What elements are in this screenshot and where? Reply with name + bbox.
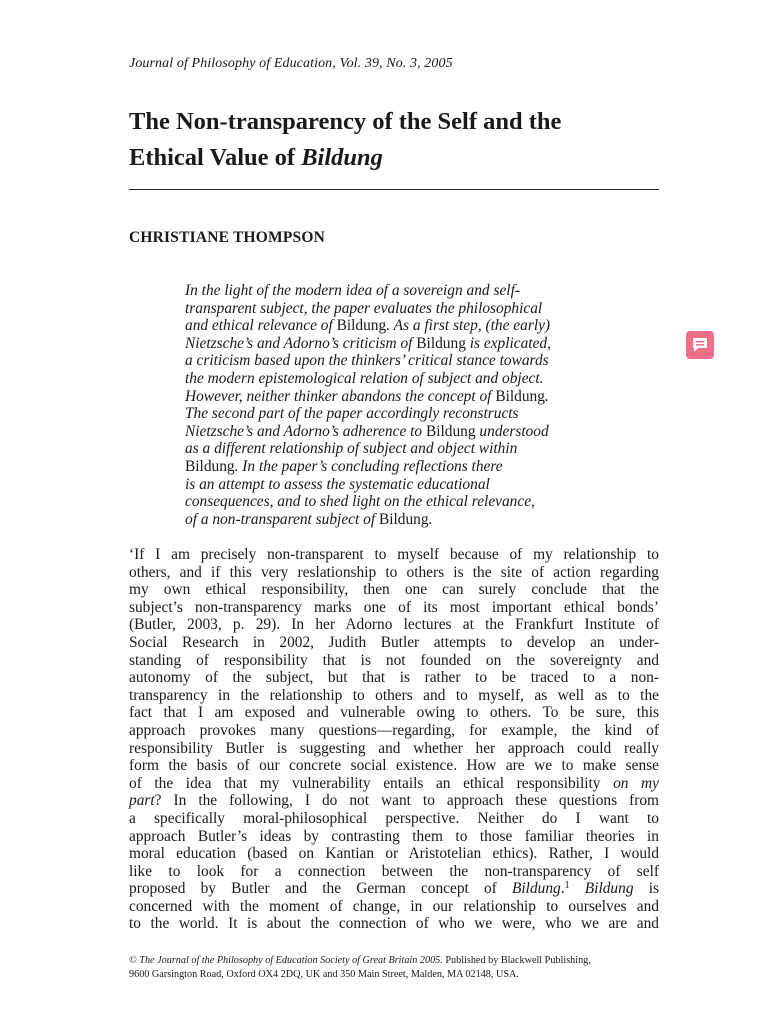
body-line: others, and if this very reslationship to others is the site of action regarding bbox=[129, 563, 659, 581]
author-name: CHRISTIANE THOMPSON bbox=[129, 229, 326, 246]
abstract-line: Nietzsche’s and Adorno’s adherence to Bildung understood bbox=[185, 422, 549, 440]
body-line: (Butler, 2003, p. 29). In her Adorno lectures at the Frankfurt Institute of bbox=[129, 616, 659, 634]
abstract-line: is an attempt to assess the systematic educational bbox=[185, 475, 490, 493]
title-line-2: Ethical Value of Bildung bbox=[129, 144, 383, 171]
abstract-line: In the light of the modern idea of a sovereign and self- bbox=[185, 282, 520, 299]
abstract-line: the modern epistemological relation of subject and object. bbox=[185, 369, 544, 387]
body-line: fact that I am exposed and vulnerable owing to others. To be sure, this bbox=[129, 704, 659, 722]
body-line: to the world. It is about the connection of who we were, who we are and bbox=[129, 915, 659, 933]
journal-citation: Journal of Philosophy of Education, Vol. 39, No. 3, 2005 bbox=[129, 56, 453, 71]
abstract bbox=[185, 282, 640, 528]
footer-line-1: © The Journal of the Philosophy of Education Society of Great Britain 2005. Published by Blackwell Publishing, bbox=[129, 955, 591, 966]
abstract-line: consequences, and to shed light on the ethical relevance, bbox=[185, 493, 535, 511]
body-line: proposed by Butler and the German concept of Bildung.$^1$ Bildung is bbox=[129, 880, 659, 898]
body-line: concerned with the moment of change, in our relationship to ourselves and bbox=[129, 897, 659, 915]
abstract-line: transparent subject, the paper evaluates the philosophical bbox=[185, 299, 543, 317]
body-line: form the basis of our concrete social existence. How are we to make sense bbox=[129, 757, 659, 775]
title-line-1: The Non-transparency of the Self and the bbox=[129, 108, 562, 135]
abstract-line: However, neither thinker abandons the concept of Bildung. bbox=[185, 387, 549, 405]
body-line: my own ethical responsibility, then one can surely conclude that the bbox=[129, 581, 659, 599]
body-line: a specifically moral-philosophical perspective. Neither do I want to bbox=[129, 809, 659, 827]
comment-icon bbox=[691, 336, 709, 354]
abstract-line: as a different relationship of subject and object within bbox=[185, 440, 518, 458]
body-line: approach provokes many questions—regarding, for example, the kind of bbox=[129, 721, 659, 739]
abstract-line: The second part of the paper accordingly reconstructs bbox=[185, 405, 519, 423]
abstract-line: and ethical relevance of Bildung. As a first step, (the early) bbox=[185, 317, 551, 335]
body-line: responsibility Butler is suggesting and whether her approach could really bbox=[129, 739, 659, 757]
body-line: autonomy of the subject, but that is rather to be traced to a non- bbox=[129, 669, 659, 687]
body-line: like to look for a connection between the non-transparency of self bbox=[129, 862, 659, 880]
body-line: moral education (based on Kantian or Aristotelian ethics). Rather, I would bbox=[129, 845, 659, 863]
title-divider bbox=[129, 189, 659, 190]
body-line: of the idea that my vulnerability entails an ethical responsibility on my bbox=[129, 774, 659, 792]
body-line: standing of responsibility that is not founded on the sovereignty and bbox=[129, 651, 659, 669]
body-line: ‘If I am precisely non-transparent to myself because of my relationship to bbox=[129, 546, 659, 563]
body-paragraph bbox=[129, 546, 659, 933]
footer-line-2: 9600 Garsington Road, Oxford OX4 2DQ, UK and 350 Main Street, Malden, MA 02148, USA. bbox=[129, 969, 519, 980]
abstract-line: a criticism based upon the thinkers’ critical stance towards bbox=[185, 352, 549, 370]
abstract-line: of a non-transparent subject of Bildung. bbox=[185, 510, 433, 528]
abstract-line: Bildung. In the paper’s concluding reflections there bbox=[185, 457, 503, 475]
body-line: Social Research in 2002, Judith Butler attempts to develop an under- bbox=[129, 633, 659, 651]
article-title bbox=[129, 104, 669, 176]
abstract-line: Nietzsche’s and Adorno’s criticism of Bildung is explicated, bbox=[185, 334, 551, 352]
comment-button[interactable] bbox=[686, 331, 714, 359]
body-line: approach Butler’s ideas by contrasting them to those familiar theories in bbox=[129, 827, 659, 845]
body-line: subject’s non-transparency marks one of its most important ethical bonds’ bbox=[129, 598, 659, 616]
body-line: transparency in the relationship to others and to myself, as well as to the bbox=[129, 686, 659, 704]
footnote-marker[interactable]: 1 bbox=[564, 880, 570, 892]
copyright-footer bbox=[129, 954, 669, 982]
body-line: part? In the following, I do not want to approach these questions from bbox=[129, 792, 659, 810]
